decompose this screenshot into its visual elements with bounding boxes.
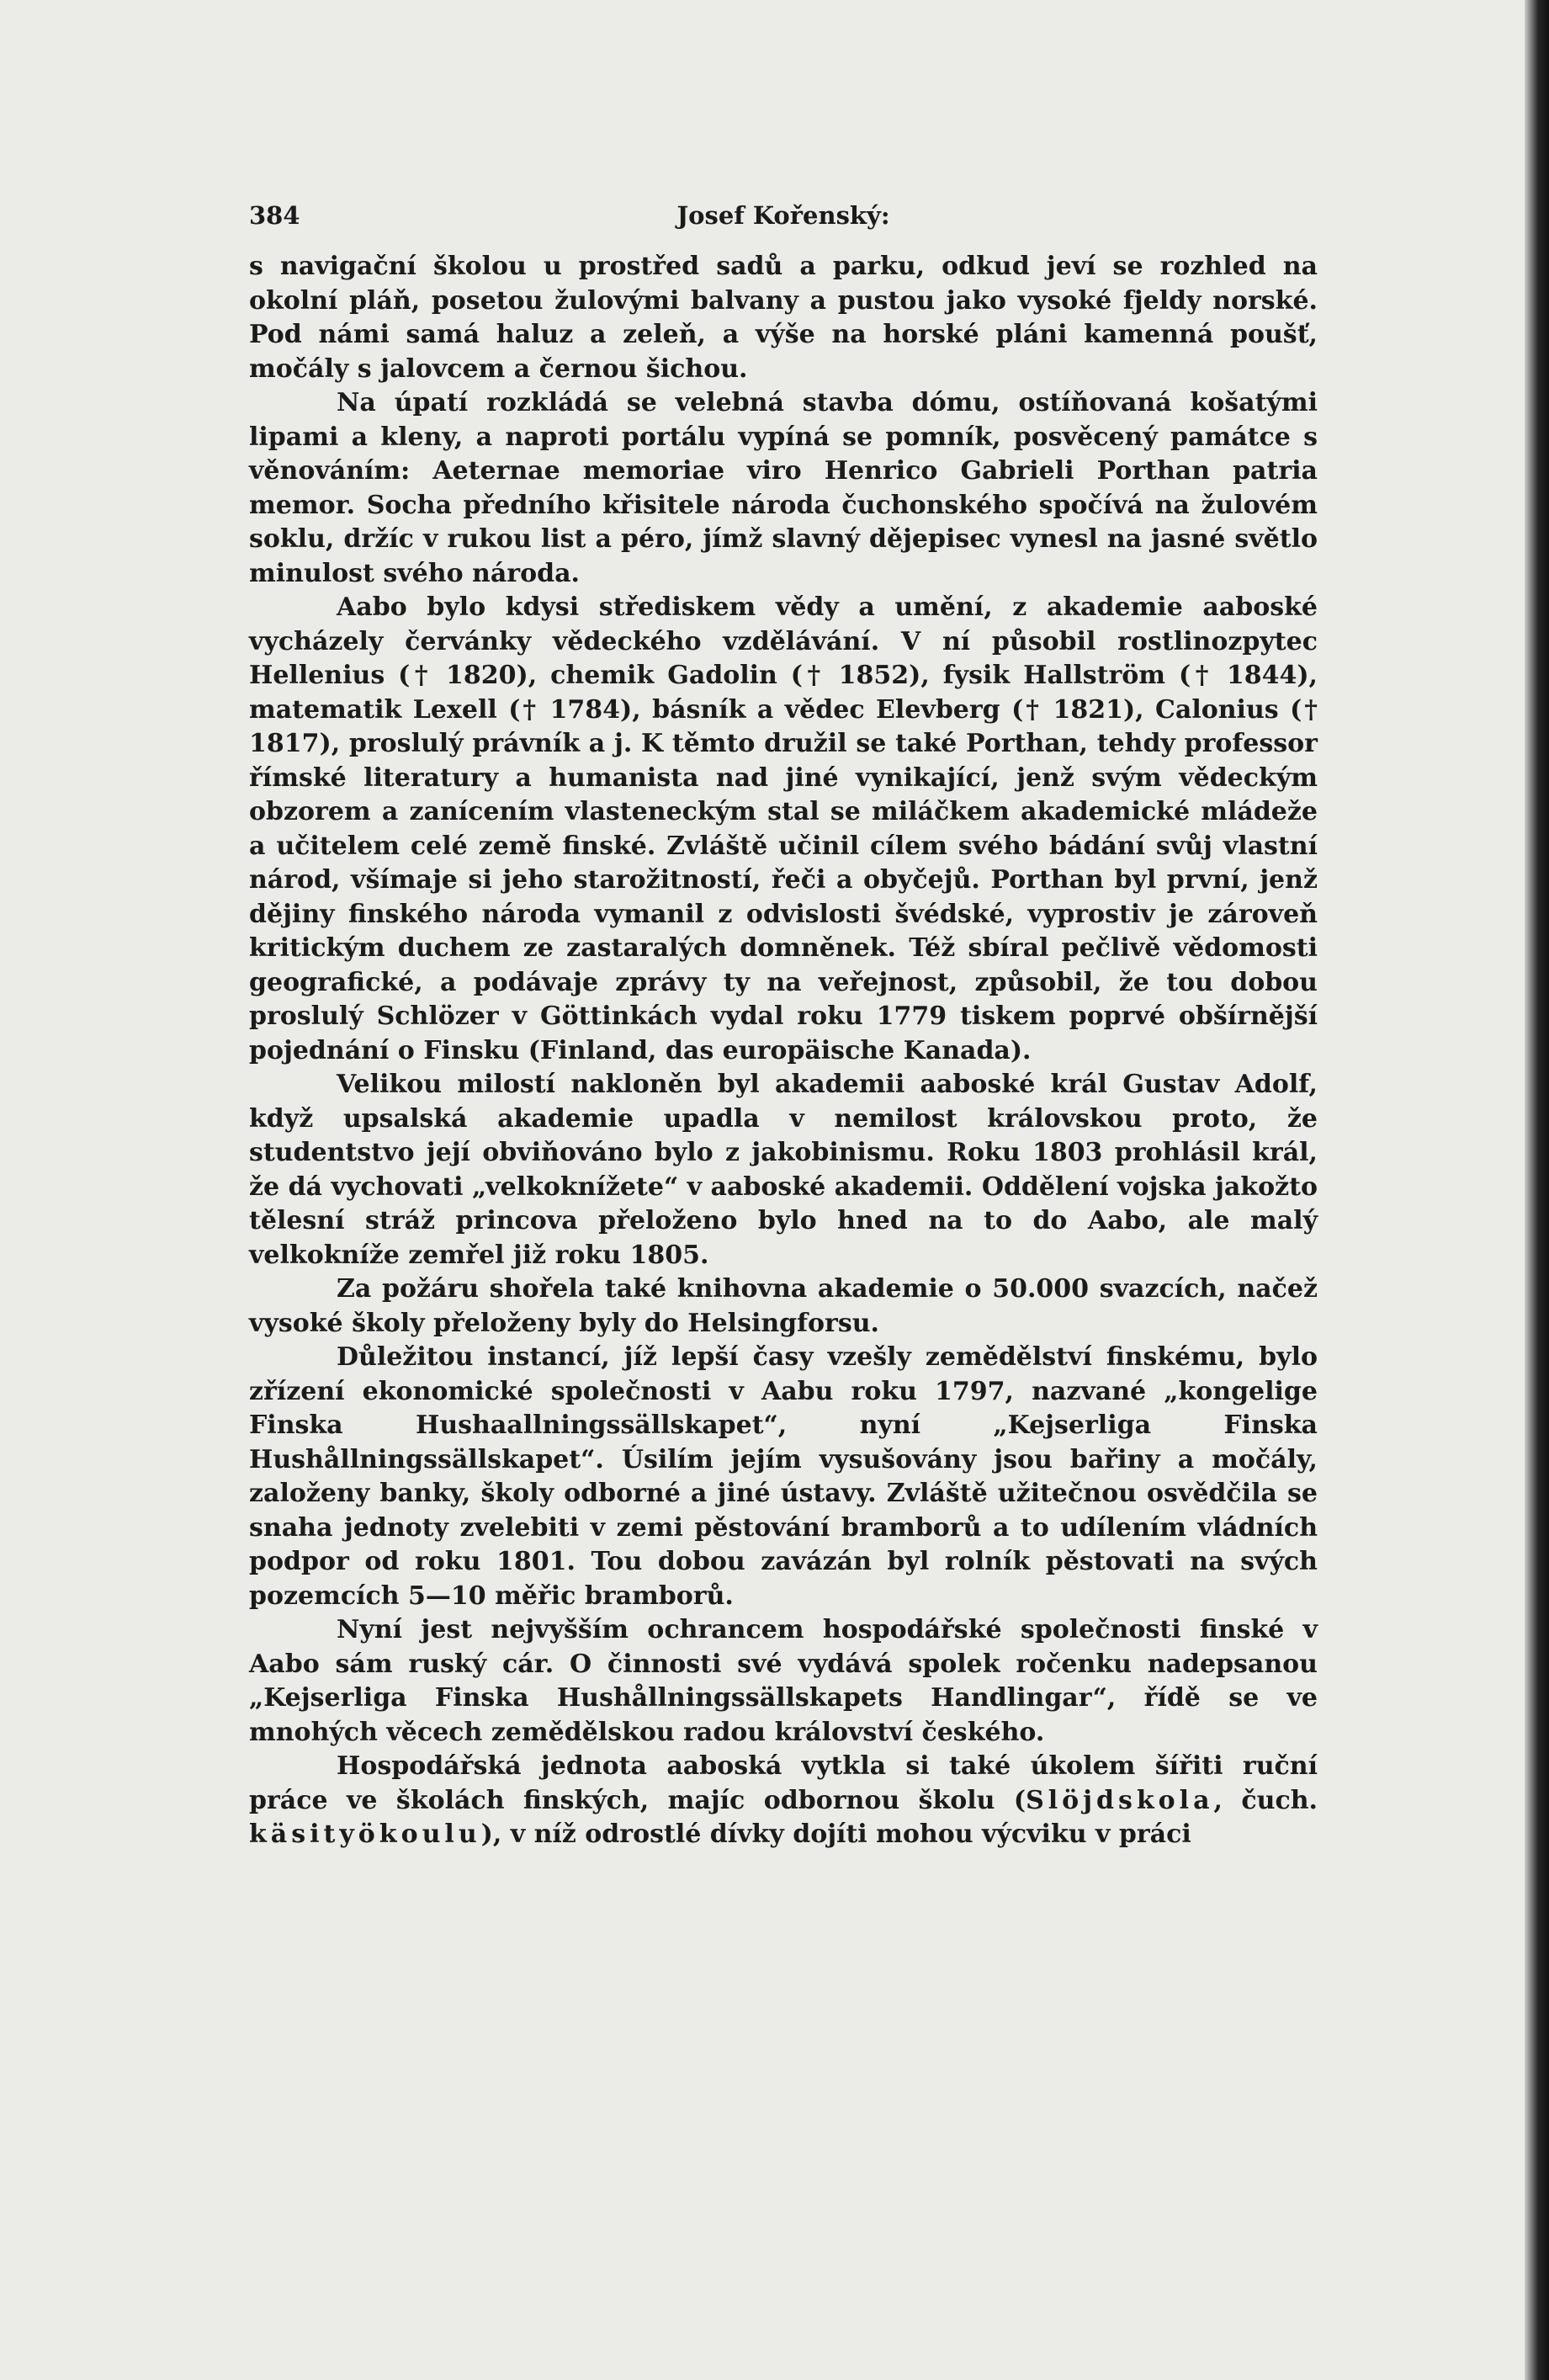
paragraph: s navigační školou u prostřed sadů a parku, odkud jeví se rozhled na okolní pláň, posetou žulovými balvany a pustou jako vysoké fjeldy norské. Pod námi samá haluz a zeleň, a výše na horské pláni kamenná poušť, močály s jalovcem a černou šichou. xyxy=(249,252,1318,384)
spaced-term: Slöjdskola xyxy=(1026,1785,1214,1815)
page-header xyxy=(249,189,1318,240)
paragraph: Za požáru shořela také knihovna akademie o 50.000 svazcích, načež vysoké školy přeloženy byly do Helsingforsu. xyxy=(249,1274,1318,1338)
text-column xyxy=(249,189,1318,1852)
page-edge-shadow xyxy=(1525,0,1549,2380)
paragraph: Důležitou instancí, jíž lepší časy vzešly zemědělství finskému, bylo zřízení ekonomické společnosti v Aabu roku 1797, nazvané „kongelige Finska Hushaallningssällskapet“, nyní „Kejserliga Finska Hushållningssällskapet“. Úsilím jejím vysušovány jsou bařiny a močály, založeny banky, školy odborné a jiné ústavy. Zvláště užitečnou osvědčila se snaha jednoty zvelebiti v zemi pěstování bramborů a to udílením vládních podpor od roku 1801. Tou dobou zavázán byl rolník pěstovati na svých pozemcích 5—10 měřic bramborů. xyxy=(249,1342,1318,1611)
paragraph-text: Hospodářská jednota aaboská vytkla si také úkolem šířiti ruční práce ve školách finských, majíc odbornou školu ( xyxy=(249,1751,1318,1815)
paragraph-text: ), v níž odrostlé dívky dojíti mohou výcviku v práci xyxy=(480,1820,1191,1849)
body-text xyxy=(249,250,1318,1852)
paragraph: Aabo bylo kdysi střediskem vědy a umění, z akademie aaboské vycházely červánky vědeckého vzdělávání. V ní působil rostlinozpytec Hellenius († 1820), chemik Gadolin († 1852), fysik Hallström († 1844), matematik Lexell († 1784), básník a vědec Elevberg († 1821), Calonius († 1817), proslulý právník a j. K těmto družil se také Porthan, tehdy professor římské literatury a humanista nad jiné vynikající, jenž svým vědeckým obzorem a zanícením vlasteneckým stal se miláčkem akademické mládeže a učitelem celé země finské. Zvláště učinil cílem svého bádání svůj vlastní národ, všímaje si jeho starožitností, řeči a obyčejů. Porthan byl první, jenž dějiny finského národa vymanil z odvislosti švédské, vyprostiv je zároveň kritickým duchem ze zastaralých domněnek. Též sbíral pečlivě vědomosti geografické, a podávaje zprávy ty na veřejnost, způsobil, že tou dobou proslulý Schlözer v Göttinkách vydal roku 1779 tiskem poprvé obšírnější pojednání o Finsku (Finland, das europäische Kanada). xyxy=(249,592,1318,1065)
page-number: 384 xyxy=(249,201,300,230)
spaced-term: käsityökoulu xyxy=(249,1820,481,1849)
paragraph: Na úpatí rozkládá se velebná stavba dómu, ostíňovaná košatými lipami a kleny, a naproti portálu vypíná se pomník, posvěcený památce s věnováním: Aeternae memoriae viro Henrico Gabrieli Porthan patria memor. Socha předního křisitele národa čuchonského spočívá na žulovém soklu, držíc v rukou list a péro, jímž slavný dějepisec vynesl na jasné světlo minulost svého národa. xyxy=(249,388,1318,588)
running-head: Josef Kořenský: xyxy=(676,201,890,230)
paragraph-text: , čuch. xyxy=(1213,1785,1318,1815)
paragraph: Velikou milostí nakloněn byl akademii aaboské král Gustav Adolf, když upsalská akademie upadla v nemilost královskou proto, že studentstvo její obviňováno bylo z jakobinismu. Roku 1803 prohlásil král, že dá vychovati „velkoknížete“ v aaboské akademii. Oddělení vojska jakožto tělesní stráž princova přeloženo bylo hned na to do Aabo, ale malý velkokníže zemřel již roku 1805. xyxy=(249,1070,1318,1270)
paragraph xyxy=(249,1750,1318,1852)
paragraph: Nyní jest nejvyšším ochrancem hospodářské společnosti finské v Aabo sám ruský cár. O činnosti své vydává spolek ročenku nadepsanou „Kejserliga Finska Hushållningssällskapets Handlingar“, řídě se ve mnohých věcech zemědělskou radou království českého. xyxy=(249,1615,1318,1747)
